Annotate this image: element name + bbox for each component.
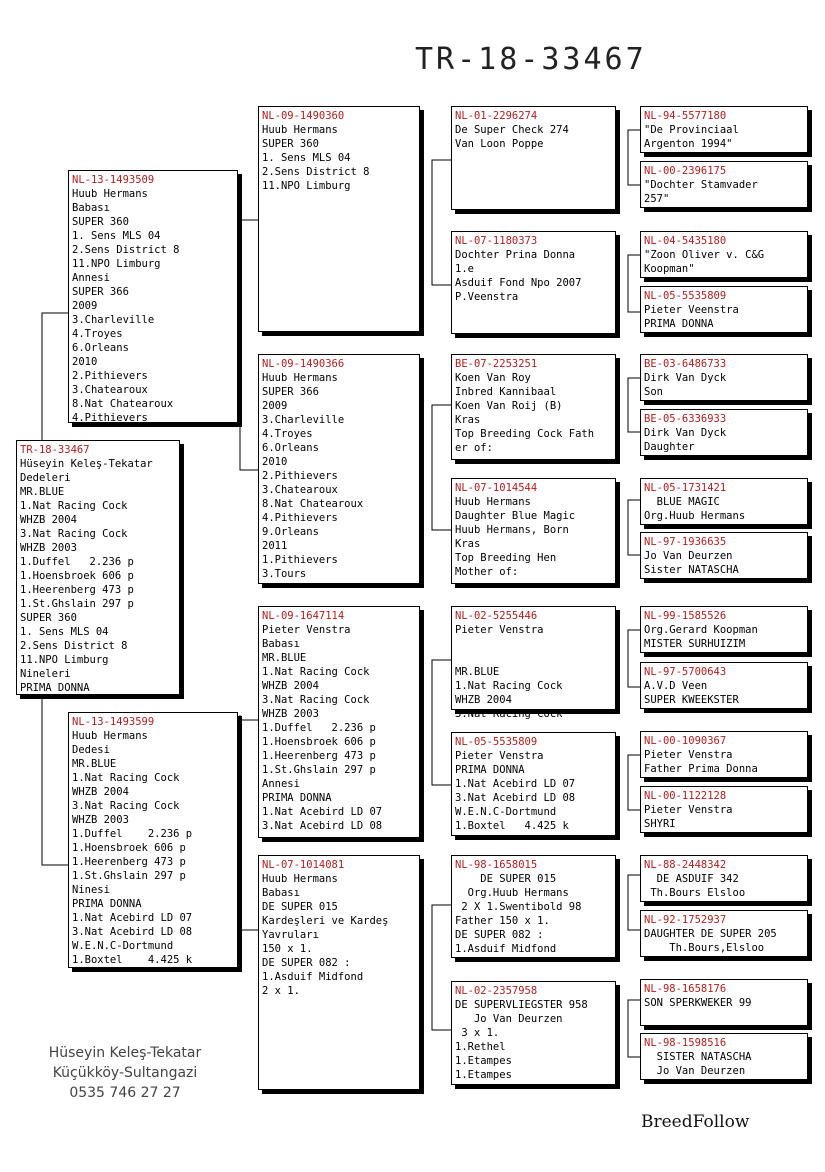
pigeon-info-line: 2 X 1.Swentibold 98 [455,901,582,913]
pigeon-info-line: 3.Charleville [72,314,155,326]
pigeon-info-line: SUPER 366 [262,386,319,398]
pigeon-info-line: Pieter Venstra [455,750,544,762]
pigeon-info-line: 3.Tours [262,568,307,580]
pigeon-info-line: Daughter Blue Magic [455,510,576,522]
pigeon-info-line: "De Provinciaal [644,124,739,136]
pigeon-info-line: Org.Huub Hermans [644,510,746,522]
pigeon-info-line: 1.Asduif Midfond [262,971,364,983]
pigeon-info-line: 11.NPO Limburg [72,258,161,270]
pigeon-info-line: 1.Nat Racing Cock [262,666,370,678]
pigeon-info-line: WHZB 2004 [262,680,319,692]
pigeon-info-line: Pieter Venstra [644,749,733,761]
pigeon-info-line: 3.Nat Acebird LD 08 [455,792,576,804]
pigeon-info-line: MR.BLUE [455,666,500,678]
pigeon-info-line: Father Prima Donna [644,763,758,775]
pigeon-info-line: Son [644,386,663,398]
pigeon-info-line: A.V.D Veen [644,680,708,692]
pigeon-info-line: 1.Nat Acebird LD 07 [455,778,576,790]
ring-number: NL-02-2357958 [455,985,538,997]
pigeon-info-line: Org.Gerard Koopman [644,624,758,636]
ring-number: NL-05-1731421 [644,482,727,494]
pigeon-card-ds [258,606,420,838]
pigeon-info-line: 11.NPO Limburg [262,180,351,192]
ring-number: NL-07-1180373 [455,235,538,247]
pigeon-info-line: Dirk Van Dyck [644,372,727,384]
pigeon-info-line: 3.Nat Racing Cock [20,528,128,540]
pigeon-card-g9 [640,606,808,653]
ring-number: NL-07-1014081 [262,859,345,871]
pigeon-info-line: Kardeşleri ve Kardeş [262,915,389,927]
pigeon-info-line: 3.Chatearoux [262,484,338,496]
pigeon-info-line: 2010 [72,356,98,368]
pigeon-info-line: 1.Nat Racing Cock [20,500,128,512]
pigeon-info-line: 2.Pithievers [262,470,338,482]
pigeon-info-line: P.Veenstra [455,291,519,303]
pigeon-info-line: 1.Nat Racing Cock [455,680,563,692]
pigeon-info-line: 1.Duffel 2.236 p [262,722,376,734]
pigeon-info-line: 1.Heerenberg 473 p [72,856,186,868]
pigeon-info-line: Koen Van Roy [455,372,531,384]
pigeon-info-line: Hüseyin Keleş-Tekatar [20,458,153,470]
pigeon-info-line: 1.Hoensbroek 606 p [262,736,376,748]
ring-number: NL-97-1936635 [644,536,727,548]
pigeon-info-line: SUPER KWEEKSTER [644,694,739,706]
ring-number: NL-02-5255446 [455,610,538,622]
pigeon-info-line: Huub Hermans [455,496,531,508]
ring-number: NL-09-1490360 [262,110,345,122]
pigeon-info-line: Babası [262,638,300,650]
pigeon-info-line: Huub Hermans [72,188,148,200]
pigeon-info-line: 1.St.Ghslain 297 p [72,870,186,882]
pigeon-info-line: 2.Sens District 8 [72,244,180,256]
pigeon-info-line: SON SPERKWEKER 99 [644,997,752,1009]
pigeon-info-line: 1.Heerenberg 473 p [20,584,134,596]
pigeon-info-line: 6.Orleans [262,442,319,454]
pigeon-info-line: DE SUPER 015 [455,873,557,885]
pigeon-info-line: Jo Van Deurzen [644,1065,746,1077]
pigeon-card-dss [451,606,616,720]
pigeon-info-line: 11.NPO Limburg [20,654,109,666]
pigeon-info-line: 150 x 1. [262,943,313,955]
pigeon-info-line: Nineleri [20,668,71,680]
pigeon-info-line: 1.Etampes [455,1055,512,1067]
ring-number: NL-09-1647114 [262,610,345,622]
ring-number: NL-98-1658015 [455,859,538,871]
ring-number: NL-01-2296274 [455,110,538,122]
pigeon-info-line: Huub Hermans [262,124,338,136]
pigeon-info-line: Mother of: [455,566,519,578]
pigeon-info-line: 2.Sens District 8 [20,640,128,652]
ring-number: BE-07-2253251 [455,358,538,370]
ring-number: NL-94-5577180 [644,110,727,122]
pigeon-card-ss [258,106,420,332]
ring-number: NL-05-5535809 [455,736,538,748]
pigeon-info-line: DE SUPER 015 [262,901,338,913]
pigeon-info-line: WHZB 2004 [455,694,512,706]
pigeon-info-line: Huub Hermans, Born [455,524,569,536]
pigeon-info-line: "Zoon Oliver v. C&G [644,249,765,261]
ring-number: NL-99-1585526 [644,610,727,622]
pigeon-card-g10 [640,662,808,709]
ring-number: BE-03-6486733 [644,358,727,370]
pigeon-info-line: SUPER 360 [20,612,77,624]
pigeon-info-line: Daughter [644,441,695,453]
pigeon-info-line: Dedeleri [20,472,71,484]
pigeon-info-line: Dedesi [72,744,110,756]
pigeon-info-line: 2010 [262,456,288,468]
ring-number: NL-13-1493599 [72,716,155,728]
ring-number: NL-98-1658176 [644,983,727,995]
pigeon-info-line: Jo Van Deurzen [455,1013,563,1025]
pigeon-card-g13 [640,855,808,902]
pigeon-card-g4 [640,286,808,333]
pigeon-info-line: 2011 [262,540,288,552]
pigeon-info-line: 1.Boxtel 4.425 k [72,954,193,966]
pigeon-card-dam [68,712,238,968]
ring-number: NL-07-1014544 [455,482,538,494]
ring-number: NL-98-1598516 [644,1037,727,1049]
pigeon-info-line: 1.Hoensbroek 606 p [72,842,186,854]
pigeon-card-g3 [640,231,808,278]
pigeon-card-g12 [640,786,808,833]
pigeon-info-line: 4.Pithievers [72,412,148,424]
pigeon-info-line: 1. Sens MLS 04 [262,152,351,164]
pigeon-info-line: W.E.N.C-Dortmund [455,806,557,818]
pigeon-card-g16 [640,1033,808,1080]
pigeon-info-line: PRIMA DONNA [72,898,142,910]
owner-signature [40,1043,210,1103]
pigeon-info-line: 1. Sens MLS 04 [72,230,161,242]
pigeon-info-line: WHZB 2003 [262,708,319,720]
pigeon-card-subject [16,440,180,695]
pigeon-info-line: Yavruları [262,929,319,941]
pigeon-info-line: Top Breeding Cock Fath [455,428,595,440]
pigeon-info-line: 1.e [455,263,474,275]
ring-number: NL-13-1493509 [72,174,155,186]
pigeon-info-line: 3 x 1. [455,1027,500,1039]
pigeon-info-line: 3.Nat Racing Cock [72,800,180,812]
pigeon-info-line: Koopman" [644,263,695,275]
owner-address: Küçükköy-Sultangazi [52,1065,198,1081]
pigeon-card-sd [258,354,420,584]
pigeon-info-line: Babası [262,887,300,899]
pigeon-card-dd [258,855,420,1090]
pigeon-info-line: DE SUPERVLIEGSTER 958 [455,999,588,1011]
pigeon-info-line: 1.Heerenberg 473 p [262,750,376,762]
pigeon-info-line: Huub Hermans [262,372,338,384]
pigeon-info-line: 8.Nat Chatearoux [262,498,364,510]
pigeon-info-line: 1.Asduif Midfond [455,943,557,955]
pigeon-card-ddd [451,981,616,1085]
owner-name: Hüseyin Keleş-Tekatar [48,1045,202,1061]
ring-number: TR-18-33467 [20,444,90,456]
pigeon-info-line: 3.Chatearoux [72,384,148,396]
pigeon-info-line: PRIMA DONNA [20,682,90,694]
pigeon-info-line: SHYRI [644,818,676,830]
pigeon-info-line: DAUGHTER DE SUPER 205 [644,928,777,940]
pigeon-info-line: MR.BLUE [262,652,307,664]
ring-number: NL-00-1090367 [644,735,727,747]
pigeon-info-line: 1.Duffel 2.236 p [20,556,134,568]
pigeon-info-line: Huub Hermans [72,730,148,742]
pigeon-info-line: Annesi [262,778,300,790]
pigeon-info-line: Top Breeding Hen [455,552,557,564]
pigeon-card-g15 [640,979,808,1026]
pigeon-info-line: Inbred Kannibaal [455,386,557,398]
pigeon-info-line: PRIMA DONNA [644,318,714,330]
owner-phone: 0535 746 27 27 [69,1085,181,1101]
pigeon-info-line: Van Loon Poppe [455,138,544,150]
pigeon-info-line: Argenton 1994" [644,138,733,150]
pigeon-info-line: 1.Rethel [455,1041,506,1053]
pigeon-card-sire [68,170,238,423]
pigeon-card-dsd [451,732,616,836]
pigeon-info-line: 4.Troyes [262,428,313,440]
pigeon-card-g6 [640,409,808,456]
ring-number: NL-00-1122128 [644,790,727,802]
pigeon-info-line: 4.Troyes [72,328,123,340]
pigeon-info-line: Pieter Venstra [455,624,544,636]
pigeon-info-line: 2.Sens District 8 [262,166,370,178]
pigeon-card-dds [451,855,616,958]
pigeon-info-line: 1.Nat Racing Cock [72,772,180,784]
pigeon-info-line: 3.Nat Acebird LD 08 [262,820,383,832]
pigeon-info-line: 1.Nat Acebird LD 07 [72,912,193,924]
pigeon-info-line: er of: [455,442,493,454]
pigeon-info-line: Annesi [72,272,110,284]
pigeon-info-line: 4.Pithievers [262,512,338,524]
pigeon-info-line: Pieter Veenstra [644,304,739,316]
pigeon-info-line: Ninesi [72,884,110,896]
ring-number: NL-04-5435180 [644,235,727,247]
pigeon-info-line: Kras [455,538,481,550]
pigeon-info-line: Pieter Venstra [644,804,733,816]
pigeon-info-line: SUPER 360 [72,216,129,228]
pigeon-card-g14 [640,910,808,957]
pigeon-info-line: WHZB 2004 [72,786,129,798]
pigeon-info-line: 1.Etampes [455,1069,512,1081]
pigeon-info-line: Father 150 x 1. [455,915,550,927]
pigeon-info-line: 3.Nat Acebird LD 08 [72,926,193,938]
pigeon-info-line: WHZB 2004 [20,514,77,526]
pigeon-info-line: 1.St.Ghslain 297 p [20,598,134,610]
pigeon-info-line: Pieter Venstra [262,624,351,636]
pigeon-info-line: 2.Pithievers [72,370,148,382]
pigeon-info-line: 257" [644,193,670,205]
pigeon-card-sds [451,354,616,460]
ring-number: NL-05-5535809 [644,290,727,302]
pigeon-card-sss [451,106,616,210]
pigeon-info-line: SUPER 366 [72,286,129,298]
pigeon-info-line: Th.Bours,Elsloo [644,942,765,954]
brand-logo: BreedFollow [641,1112,750,1132]
pigeon-card-g7 [640,478,808,525]
pigeon-info-line: Huub Hermans [262,873,338,885]
pigeon-info-line: Sister NATASCHA [644,564,739,576]
pigeon-info-line: DE ASDUIF 342 [644,873,739,885]
pigeon-info-line: 1.Pithievers [262,554,338,566]
pigeon-info-line: 9.Orleans [262,526,319,538]
pigeon-info-line: 1.Duffel 2.236 p [72,828,193,840]
pigeon-info-line: 2009 [262,400,288,412]
pigeon-info-line: DE SUPER 082 : [262,957,351,969]
pigeon-info-line: Dirk Van Dyck [644,427,727,439]
pigeon-info-line: SISTER NATASCHA [644,1051,752,1063]
pigeon-info-line: 1.St.Ghslain 297 p [262,764,376,776]
pigeon-info-line: "Dochter Stamvader [644,179,758,191]
pigeon-info-line: WHZB 2003 [72,814,129,826]
pigeon-info-line: 1.Boxtel 4.425 k [455,820,569,832]
pigeon-info-line: WHZB 2003 [20,542,77,554]
pigeon-card-g2 [640,161,808,208]
pigeon-card-sdd [451,478,616,584]
pigeon-info-line: Jo Van Deurzen [644,550,733,562]
ring-number: NL-97-5700643 [644,666,727,678]
pigeon-card-g11 [640,731,808,778]
pigeon-info-line: MISTER SURHUIZIM [644,638,746,650]
pigeon-info-line: 2009 [72,300,98,312]
pigeon-info-line [455,637,612,651]
pigeon-card-ssd [451,231,616,334]
pigeon-info-line: Th.Bours Elsloo [644,887,746,899]
pigeon-info-line: SUPER 360 [262,138,319,150]
pigeon-card-g1 [640,106,808,153]
pigeon-info-line: De Super Check 274 [455,124,569,136]
pigeon-info-line: Org.Huub Hermans [455,887,569,899]
pigeon-card-g5 [640,354,808,401]
pigeon-info-line: 3.Nat Racing Cock [262,694,370,706]
pigeon-info-line: BLUE MAGIC [644,496,720,508]
pigeon-info-line: W.E.N.C-Dortmund [72,940,174,952]
pigeon-info-line: 1.Nat Acebird LD 07 [262,806,383,818]
pigeon-info-line [455,651,612,665]
pigeon-info-line: MR.BLUE [72,758,117,770]
ring-number: NL-92-1752937 [644,914,727,926]
pigeon-info-line: Babası [72,202,110,214]
pigeon-info-line: PRIMA DONNA [455,764,525,776]
ring-number: NL-88-2448342 [644,859,727,871]
pigeon-info-line: 2 x 1. [262,985,300,997]
pigeon-card-g8 [640,532,808,579]
pigeon-info-line: Dochter Prina Donna [455,249,576,261]
ring-number: NL-00-2396175 [644,165,727,177]
pigeon-info-line: DE SUPER 082 : [455,929,544,941]
pigeon-info-line: 3.Nat Racing Cock [455,708,563,720]
pigeon-info-line: 8.Nat Chatearoux [72,398,174,410]
pedigree-title: TR-18-33467 [415,42,647,77]
pigeon-info-line: PRIMA DONNA [262,792,332,804]
ring-number: BE-05-6336933 [644,413,727,425]
pigeon-info-line: Koen Van Roij (B) [455,400,563,412]
pigeon-info-line: 1. Sens MLS 04 [20,626,109,638]
pigeon-info-line: Kras [455,414,481,426]
pigeon-info-line: Asduif Fond Npo 2007 [455,277,582,289]
pigeon-info-line: 3.Charleville [262,414,345,426]
pigeon-info-line: MR.BLUE [20,486,65,498]
pigeon-info-line: 1.Hoensbroek 606 p [20,570,134,582]
ring-number: NL-09-1490366 [262,358,345,370]
pigeon-info-line: 6.Orleans [72,342,129,354]
